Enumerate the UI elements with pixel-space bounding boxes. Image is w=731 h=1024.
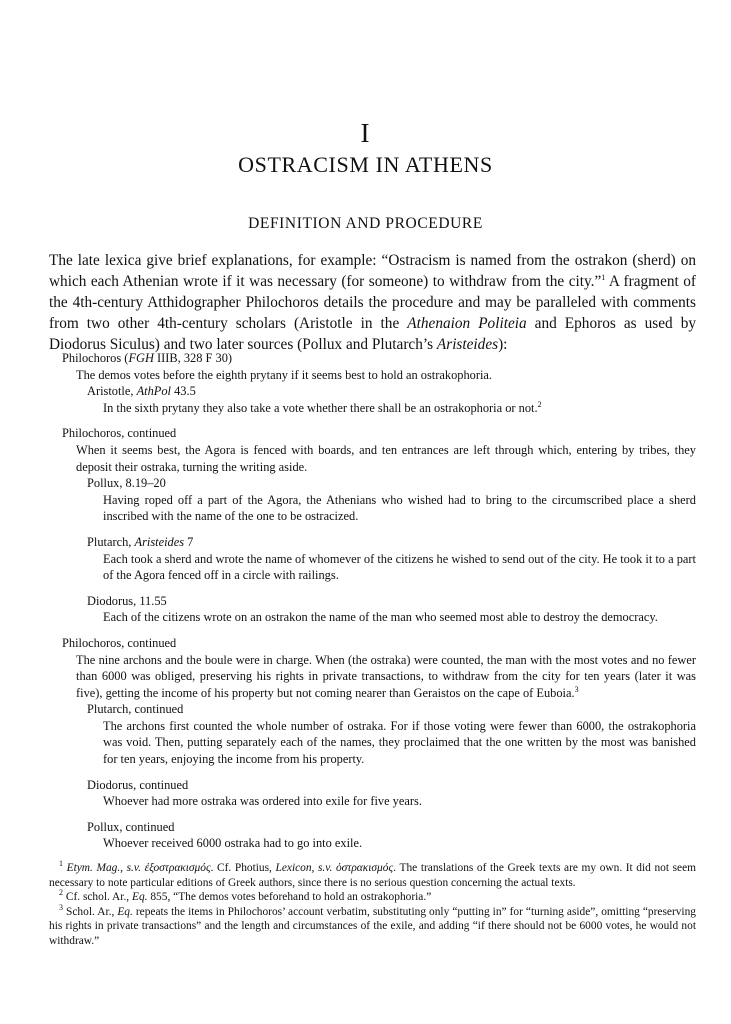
- footnote-text: Schol. Ar.,: [66, 905, 118, 918]
- footnote-italic: Eq.: [117, 905, 133, 918]
- citation-text: Plutarch,: [87, 534, 135, 549]
- source-citation: Plutarch, continued: [87, 702, 184, 717]
- source-citation: Pollux, continued: [87, 819, 175, 834]
- citation-italic: Aristeides: [134, 534, 185, 549]
- footnote-text: 855, “The demos votes beforehand to hold an ostrakophoria.”: [147, 891, 432, 904]
- citation-italic: FGH: [128, 351, 154, 365]
- excerpt-diodorus-1: [62, 593, 696, 626]
- footnote-text: repeats the items in Philochoros’ account verbatim, substituting only “putting in” for “turning aside”, omitting “preserving his rights in private transactions” and the length and circumstances of the exile, and adding “if there should not be 6000 votes, he would not withdraw.”: [49, 905, 696, 947]
- section-title: DEFINITION AND PROCEDURE: [248, 215, 483, 232]
- intro-text-3: and Ephoros as used by Diodorus Siculus) and two later sources (Pollux and Plutarch’s: [49, 315, 696, 353]
- footnote-number: 1: [59, 859, 63, 869]
- source-citation: Diodorus, 11.55: [87, 593, 167, 608]
- chapter-title: OSTRACISM IN ATHENS: [238, 152, 493, 177]
- excerpt-plutarch-2: [62, 701, 696, 767]
- citation-text: IIIB, 328 F 30): [153, 351, 233, 365]
- intro-text-2: A fragment of the 4th-century Atthidographer Philochoros details the procedure and may be paralleled with comments from two other 4th-century scholars (Aristotle in the: [49, 273, 696, 332]
- source-citation: [87, 534, 696, 551]
- citation-text: Aristotle,: [87, 384, 137, 399]
- excerpt-philochoros-1: [62, 350, 696, 383]
- excerpt-plutarch-1: [62, 534, 696, 584]
- footnote-italic: Lexicon, s.v.: [275, 862, 333, 874]
- excerpt-text: [87, 400, 696, 417]
- citation-text: 43.5: [170, 384, 196, 399]
- chapter-number: I: [360, 118, 371, 148]
- intro-text-1: The late lexica give brief explanations, for example: “Ostracism is named from the ostrakon (sherd) on which each Athenian wrote if it was necessary (for someone) to withdraw from the city.”: [49, 252, 696, 290]
- excerpt-text: The demos votes before the eighth prytany if it seems best to hold an ostrakophoria.: [76, 367, 493, 382]
- excerpt-text: Each took a sherd and wrote the name of whomever of the citizens he wished to send out of the city. He took it to a part of the Agora fenced off in a circle with railings.: [103, 551, 696, 583]
- footnote-number: 2: [59, 888, 63, 898]
- source-citation: Philochoros, continued: [62, 635, 177, 650]
- excerpt-text: Having roped off a part of the Agora, the Athenians who wished had to bring to the circumscribed place a sherd inscribed with the name of the one to be ostracized.: [103, 492, 696, 524]
- excerpt-text: Each of the citizens wrote on an ostrakon the name of the man who seemed most able to destroy the democracy.: [103, 610, 658, 625]
- footnote-number: 3: [59, 902, 63, 912]
- footnotes: [49, 861, 696, 949]
- excerpt-text: The archons first counted the whole number of ostraka. For if those voting were fewer than 6000, the ostrakophoria was void. Then, putting separately each of the names, they proclaimed that the one written by the most was banished for ten years, enjoying the income from his property.: [103, 718, 696, 767]
- source-citation: [62, 350, 696, 367]
- footnote-2: [49, 890, 696, 905]
- intro-paragraph: [49, 250, 696, 355]
- excerpt-philochoros-3: [62, 635, 696, 701]
- excerpt-text: Whoever received 6000 ostraka had to go into exile.: [103, 836, 363, 851]
- source-citation: Philochoros, continued: [62, 426, 177, 441]
- source-citation: Pollux, 8.19–20: [87, 476, 166, 491]
- excerpt-body: In the sixth prytany they also take a vote whether there shall be an ostrakophoria or not.: [103, 400, 538, 415]
- excerpt-text: When it seems best, the Agora is fenced with boards, and ten entrances are left through which, entering by tribes, they deposit their ostraka, turning the writing aside.: [76, 442, 696, 474]
- footnote-1: [49, 861, 696, 890]
- footnote-ref-3: 3: [574, 684, 579, 694]
- excerpt-aristotle: [62, 383, 696, 416]
- greek-term: ὀστρακισμός: [335, 862, 394, 874]
- excerpt-text: [62, 652, 696, 702]
- excerpt-pollux-2: [62, 819, 696, 852]
- excerpt-pollux-1: [62, 475, 696, 525]
- source-citation: Diodorus, continued: [87, 777, 189, 792]
- excerpt-text: Whoever had more ostraka was ordered into exile for five years.: [103, 794, 422, 809]
- footnote-text: . Cf. Photius,: [210, 862, 276, 874]
- footnote-italic: Eq.: [132, 891, 148, 904]
- footnote-ref-1: 1: [601, 272, 606, 282]
- aristeides-title: Aristeides: [436, 336, 499, 353]
- source-citation: [87, 383, 696, 400]
- footnote-italic: Etym. Mag., s.v.: [66, 862, 141, 874]
- source-excerpts: [62, 350, 696, 852]
- footnote-ref-2: 2: [537, 399, 542, 409]
- athpol-title: Athenaion Politeia: [407, 315, 527, 332]
- greek-term: ἐξοστρακισμός: [144, 862, 211, 874]
- citation-italic: AthPol: [136, 384, 171, 399]
- intro-text-4: ):: [498, 336, 508, 353]
- citation-text: 7: [184, 534, 194, 549]
- footnote-3: [49, 902, 696, 949]
- citation-text: Philochoros (: [62, 351, 129, 365]
- excerpt-body: The nine archons and the boule were in charge. When (the ostraka) were counted, the man with the most votes and no fewer than 6000 was obliged, preserving his rights in private transactions, to withdraw from the city for ten years (later it was five), getting the income of his property but not coming nearer than Geraistos on the cape of Euboia.: [76, 652, 696, 700]
- footnote-text: Cf. schol. Ar.,: [65, 891, 132, 904]
- excerpt-diodorus-2: [62, 777, 696, 810]
- footnote-text: . The translations of the Greek texts are my own. It did not seem necessary to note particular editions of Greek authors, since there is no serious question concerning the actual texts.: [49, 862, 697, 889]
- excerpt-philochoros-2: [62, 425, 696, 475]
